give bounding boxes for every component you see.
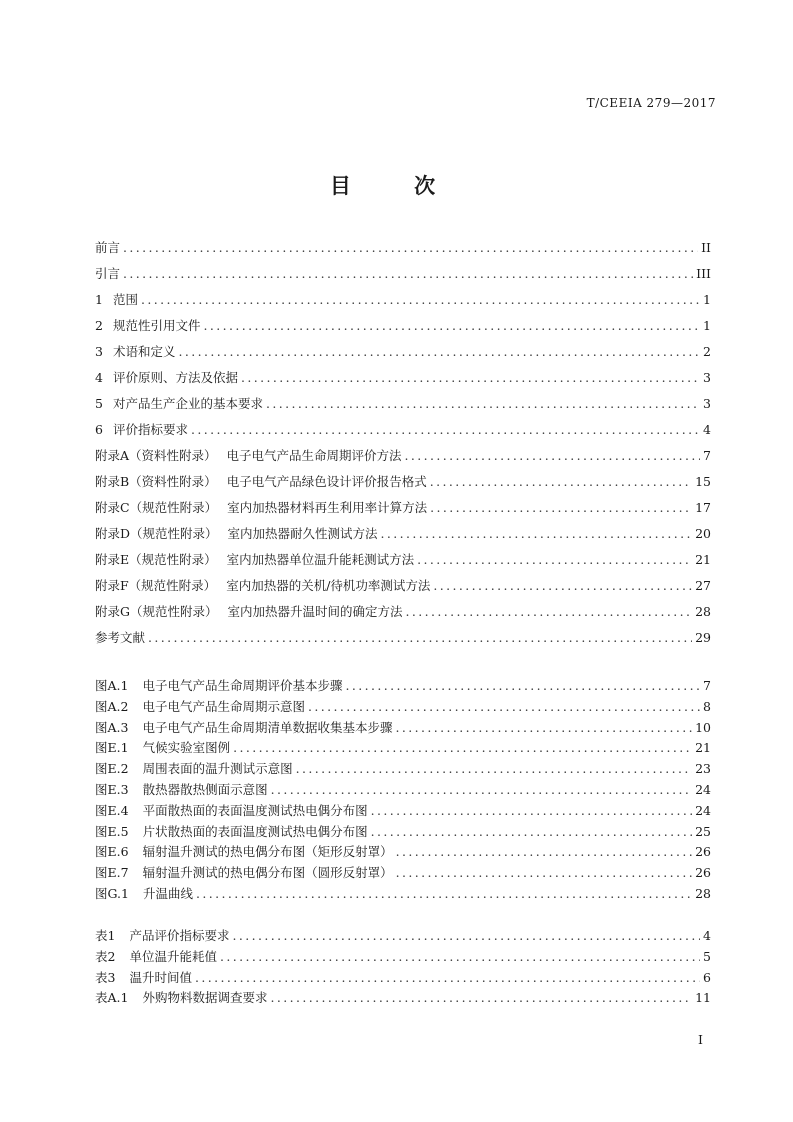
toc-entry[interactable] [95, 842, 711, 863]
toc-entry-page: 1 [703, 318, 711, 333]
toc-entry-title: 室内加热器耐久性测试方法 [227, 526, 378, 541]
toc-entry-title: 室内加热器单位温升能耗测试方法 [226, 552, 415, 567]
toc-entry-page: 11 [695, 990, 711, 1006]
toc-entry-label [95, 342, 175, 360]
toc-entry-title: 升温曲线 [142, 885, 193, 901]
toc-entry-number: 图G.1 [95, 885, 129, 901]
leader-dots [406, 604, 693, 619]
toc-entry-title: 评价原则、方法及依据 [112, 370, 238, 385]
toc-entry-title: 辐射温升测试的热电偶分布图（圆形反射罩） [142, 865, 393, 881]
toc-entry[interactable] [95, 394, 711, 420]
toc-entry-title: 温升时间值 [129, 969, 192, 985]
toc-entry-label [95, 420, 188, 438]
toc-entry-page: 6 [703, 969, 711, 985]
toc-entry-page: 23 [695, 761, 711, 777]
toc-entry-page: 4 [703, 928, 711, 943]
toc-entry-number: 表1 [95, 928, 116, 943]
leader-dots [148, 630, 692, 645]
toc-entry-page: 28 [695, 604, 711, 619]
toc-entry-number: 附录G（规范性附录） [95, 604, 218, 619]
toc-entry-number: 附录E（规范性附录） [95, 552, 217, 567]
toc-entry-title: 室内加热器材料再生利用率计算方法 [227, 500, 428, 515]
toc-entry[interactable] [95, 801, 711, 822]
toc-entry-page: 5 [703, 948, 711, 964]
toc-entry-title: 室内加热器的关机/待机功率测试方法 [226, 578, 431, 593]
toc-entry-page: 10 [695, 719, 711, 735]
toc-entry[interactable] [95, 342, 711, 368]
leader-dots [220, 949, 700, 964]
toc-entry-label [95, 394, 263, 412]
toc-entry-label [95, 238, 120, 256]
toc-entry[interactable] [95, 988, 711, 1009]
toc-entry-number: 1 [95, 292, 103, 307]
toc-entry-label [95, 842, 393, 860]
toc-entry-number: 3 [95, 344, 103, 359]
toc-entry-number: 表A.1 [95, 990, 129, 1006]
page-title: 目 次 [329, 173, 464, 198]
leader-dots [270, 990, 692, 1005]
toc-entry-title: 外购物料数据调查要求 [142, 990, 268, 1006]
toc-entry[interactable] [95, 628, 711, 654]
toc-entry[interactable] [95, 264, 711, 290]
toc-entry[interactable] [95, 697, 711, 718]
toc-entry-title: 单位温升能耗值 [129, 948, 217, 964]
toc-entry-label [95, 472, 427, 490]
leader-dots [196, 886, 692, 901]
toc-entry[interactable] [95, 550, 711, 576]
toc-entry-number: 图A.1 [95, 678, 129, 693]
toc-entry-title: 电子电气产品生命周期评价基本步骤 [142, 678, 343, 693]
leader-dots [241, 370, 700, 385]
toc-entry-label [95, 316, 200, 334]
leader-dots [308, 699, 700, 714]
leader-dots [203, 318, 700, 333]
toc-entry-page: 24 [695, 781, 711, 797]
toc-entry-number: 6 [95, 422, 103, 437]
toc-entry-page: 25 [695, 823, 711, 839]
toc-entry-page: 26 [695, 844, 711, 860]
document-code: T/CEEIA 279—2017 [586, 96, 716, 110]
leader-dots [191, 422, 700, 437]
toc-entry-label [95, 988, 267, 1006]
toc-entry-number: 附录A（资料性附录） [95, 448, 217, 463]
toc-entry-title: 引言 [95, 266, 121, 281]
leader-dots [417, 552, 692, 567]
toc-entry-page: 26 [695, 865, 711, 881]
toc-entry-title: 辐射温升测试的热电偶分布图（矩形反射罩） [142, 844, 393, 860]
toc-entry-label [95, 576, 430, 594]
toc-entry-number: 图E.6 [95, 844, 129, 860]
leader-dots [141, 292, 700, 307]
toc-entry-title: 对产品生产企业的基本要求 [112, 396, 263, 411]
toc-entry-number: 表3 [95, 969, 116, 985]
toc-entry[interactable] [95, 472, 711, 498]
toc-main [95, 238, 711, 654]
toc-entry[interactable] [95, 738, 711, 759]
toc-entry-page: 8 [703, 698, 711, 714]
toc-entry-title: 平面散热面的表面温度测试热电偶分布图 [142, 802, 368, 818]
leader-dots [123, 266, 693, 281]
toc-entry-number: 附录D（规范性附录） [95, 526, 218, 541]
toc-entry[interactable] [95, 863, 711, 884]
toc-entry-label [95, 968, 192, 986]
toc-entry-number: 图A.2 [95, 698, 129, 714]
toc-entry[interactable] [95, 822, 711, 843]
toc-entry[interactable] [95, 498, 711, 524]
toc-entry-page: 3 [703, 396, 711, 411]
toc-entry-title: 气候实验室图例 [142, 740, 231, 756]
toc-entry-label [95, 801, 368, 819]
toc-entry-label [95, 697, 305, 715]
toc-entry-page: 21 [695, 740, 711, 756]
toc-entry-label [95, 676, 342, 694]
toc-entry-page: 7 [703, 448, 711, 463]
page-number: I [698, 1032, 703, 1047]
toc-entry-label [95, 498, 427, 516]
toc-entry-page: 29 [695, 630, 711, 645]
toc-entry-page: 24 [695, 802, 711, 818]
toc-entry-label [95, 718, 392, 736]
toc-entry-title: 电子电气产品绿色设计评价报告格式 [226, 474, 427, 489]
toc-entry-label [95, 926, 229, 944]
toc-entry-page: 15 [695, 474, 711, 489]
toc-entry-page: 27 [695, 578, 711, 593]
toc-entry-title: 片状散热面的表面温度测试热电偶分布图 [142, 823, 368, 839]
leader-dots [396, 865, 693, 880]
toc-entry-title: 电子电气产品生命周期清单数据收集基本步骤 [142, 719, 393, 735]
toc-entry-page: 3 [703, 370, 711, 385]
toc-entry-number: 附录F（规范性附录） [95, 578, 217, 593]
toc-entry-number: 图E.4 [95, 802, 129, 818]
leader-dots [433, 578, 692, 593]
toc-entry-title: 电子电气产品生命周期示意图 [142, 698, 305, 714]
toc-entry[interactable] [95, 947, 711, 968]
toc-entry-number: 5 [95, 396, 103, 411]
toc-entry-page: II [701, 240, 711, 255]
leader-dots [123, 240, 698, 255]
toc-entry-page: III [696, 266, 711, 281]
toc-entry[interactable] [95, 968, 711, 989]
toc-entry[interactable] [95, 290, 711, 316]
toc-entry-label [95, 947, 217, 965]
toc-entry-label [95, 628, 145, 646]
leader-dots [232, 928, 700, 943]
toc-entry-number: 表2 [95, 948, 116, 964]
leader-dots [371, 824, 693, 839]
toc-entry-number: 图E.7 [95, 865, 129, 881]
leader-dots [405, 448, 701, 463]
toc-entry-page: 28 [695, 885, 711, 901]
toc-entry-number: 附录C（规范性附录） [95, 500, 218, 515]
toc-entry-number: 4 [95, 370, 103, 385]
toc-entry[interactable] [95, 420, 711, 446]
toc-tables [95, 926, 711, 1009]
leader-dots [381, 526, 693, 541]
leader-dots [396, 844, 693, 859]
toc-entry-title: 散热器散热侧面示意图 [142, 781, 268, 797]
toc-entry[interactable] [95, 238, 711, 264]
toc-entry-title: 范围 [112, 292, 138, 307]
toc-entry-number: 图E.2 [95, 761, 129, 777]
toc-entry-title: 室内加热器升温时间的确定方法 [227, 604, 403, 619]
leader-dots [296, 761, 693, 776]
toc-entry-label [95, 524, 378, 542]
leader-dots [195, 970, 700, 985]
leader-dots [430, 500, 692, 515]
toc-entry-number: 2 [95, 318, 103, 333]
toc-entry[interactable] [95, 718, 711, 739]
toc-entry-label [95, 290, 138, 308]
toc-entry[interactable] [95, 316, 711, 342]
toc-entry-label [95, 759, 293, 777]
toc-entry[interactable] [95, 576, 711, 602]
toc-entry-title: 评价指标要求 [112, 422, 188, 437]
toc-entry-label [95, 863, 393, 881]
toc-entry-label [95, 446, 402, 464]
toc-entry-title: 规范性引用文件 [112, 318, 201, 333]
toc-figures [95, 676, 711, 905]
toc-entry-number: 图E.1 [95, 740, 129, 756]
leader-dots [371, 803, 693, 818]
leader-dots [266, 396, 700, 411]
toc-entry-page: 1 [703, 292, 711, 307]
toc-entry-number: 附录B（资料性附录） [95, 474, 217, 489]
toc-entry[interactable] [95, 780, 711, 801]
toc-entry[interactable] [95, 524, 711, 550]
toc-entry-label [95, 550, 414, 568]
toc-entry-title: 参考文献 [95, 630, 146, 645]
toc-entry-page: 21 [695, 552, 711, 567]
toc-entry-number: 图E.3 [95, 781, 129, 797]
toc-entry-number: 图E.5 [95, 823, 129, 839]
toc-entry-label [95, 264, 120, 282]
leader-dots [430, 474, 692, 489]
toc-entry-title: 周围表面的温升测试示意图 [142, 761, 293, 777]
toc-entry-label [95, 884, 193, 902]
toc-entry-label [95, 780, 268, 798]
toc-entry[interactable] [95, 602, 711, 628]
toc-entry-page: 7 [703, 678, 711, 693]
toc-entry-label [95, 368, 238, 386]
toc-entry-page: 2 [703, 344, 711, 359]
toc-entry-page: 4 [703, 422, 711, 437]
toc-entry-number: 图A.3 [95, 719, 129, 735]
leader-dots [345, 678, 700, 693]
toc-entry[interactable] [95, 759, 711, 780]
toc-entry-label [95, 602, 403, 620]
toc-entry-label [95, 738, 230, 756]
toc-entry-title: 术语和定义 [112, 344, 176, 359]
toc-entry[interactable] [95, 676, 711, 697]
toc-entry-label [95, 822, 368, 840]
leader-dots [233, 740, 692, 755]
toc-entry[interactable] [95, 884, 711, 905]
leader-dots [271, 782, 693, 797]
toc-entry-title: 前言 [95, 240, 121, 255]
leader-dots [395, 720, 692, 735]
leader-dots [178, 344, 700, 359]
toc-entry-page: 20 [695, 526, 711, 541]
toc-entry[interactable] [95, 446, 711, 472]
toc-entry[interactable] [95, 368, 711, 394]
toc-entry[interactable] [95, 926, 711, 947]
toc-entry-title: 电子电气产品生命周期评价方法 [226, 448, 402, 463]
toc-entry-title: 产品评价指标要求 [129, 928, 230, 943]
toc-entry-page: 17 [695, 500, 711, 515]
